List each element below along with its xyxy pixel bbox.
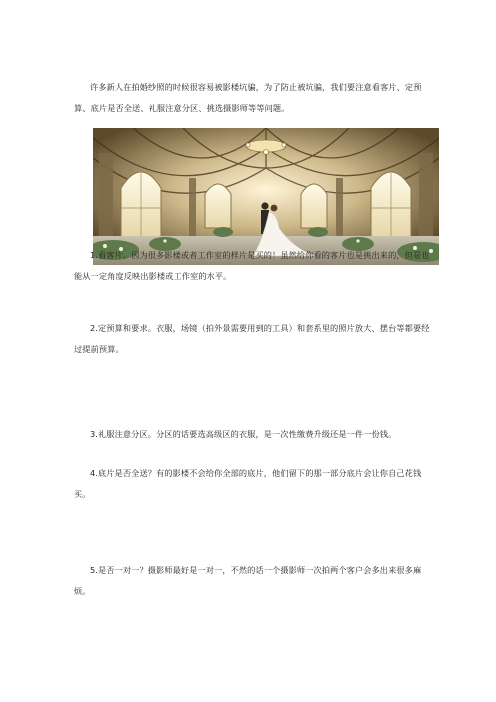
paragraph-5: 5.是否一对一？摄影师最好是一对一，不然的话一个摄影师一次拍两个客户会多出来很多麻烦。 (74, 565, 422, 596)
paragraph-2: 2.定预算和要求。衣服，场镜（拍外景需要用到的工具）和套系里的照片放大、摆台等都要经过提前预算。 (74, 323, 430, 354)
intro-paragraph: 许多新人在拍婚纱照的时候很容易被影楼坑骗，为了防止被坑骗，我们要注意看客片、定预算、底片是否全送、礼服注意分区、挑选摄影师等等问题。 (74, 82, 422, 113)
paragraph-4: 4.底片是否全送？有的影楼不会给你全部的底片，他们留下的那一部分底片会让你自己花钱买。 (74, 468, 422, 499)
paragraph-3: 3.礼服注意分区。分区的话要选高级区的衣服，是一次性缴费升级还是一件一份钱。 (90, 429, 397, 439)
paragraph-1: 1.看客片。因为很多影楼或者工作室的样片是买的！虽然给你看的客片也是挑出来的，但是也能从一定角度反映出影楼或工作室的水平。 (74, 250, 430, 281)
